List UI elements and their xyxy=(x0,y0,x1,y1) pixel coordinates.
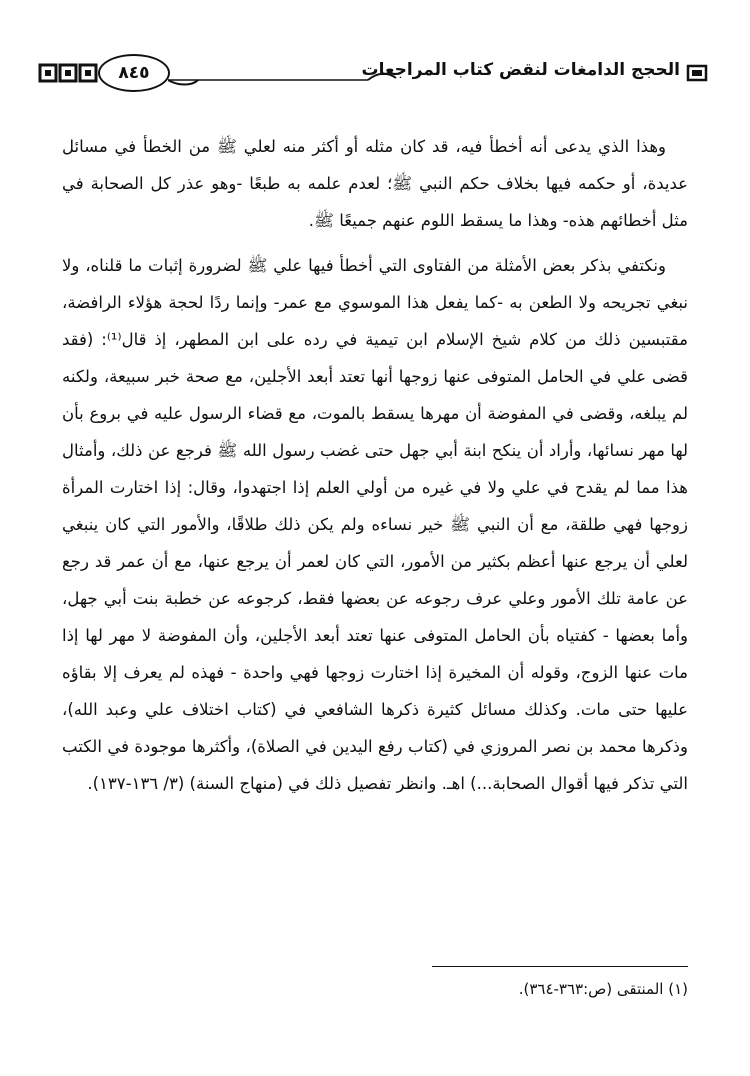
page-number: ٨٤٥ xyxy=(98,54,170,92)
running-head-title: الحجج الدامغات لنقض كتاب المراجعات xyxy=(361,60,680,80)
footnote: (١) المنتقى (ص:٣٦٣-٣٦٤). xyxy=(518,980,688,998)
body-text xyxy=(62,128,688,810)
ornament-icon xyxy=(38,62,98,84)
paragraph: ونكتفي بذكر بعض الأمثلة من الفتاوى التي أخطأ فيها علي ﷺ لضرورة إثبات ما قلناه، ولا نبغي تجريحه ولا الطعن به -كما يفعل هذا الموسوي مع عمر- وإنما ردًا لحجة هؤلاء الرافضة، مقتبسين ذلك من كلام شيخ الإسلام ابن تيمية في رده على ابن المطهر، إذ قال⁽¹⁾: (فقد قضى علي في الحامل المتوفى عنها زوجها أنها تعتد أبعد الأجلين، مع صحة خبر سبيعة، ولكنه لم يبلغه، وقضى في المفوضة أن مهرها يسقط بالموت، مع قضاء الرسول عليه في بروع بأن لها مهر نسائها، وأراد أن ينكح ابنة أبي جهل حتى غضب رسول الله ﷺ فرجع عن ذلك، وأمثال هذا مما لم يقدح في علي ولا في غيره من أولي العلم إذا اجتهدوا، وقال: إذا اختارت المرأة زوجها فهي طلقة، مع أن النبي ﷺ خير نساءه ولم يكن ذلك طلاقًا، والأمور التي كان ينبغي لعلي أن يرجع عنها أعظم بكثير من الأمور، التي كان لعمر أن يرجع عنها، مع أن عمر قد رجع عن عامة تلك الأمور وعلي عرف رجوعه عن بعضها فقط، كرجوعه عن خطبة بنت أبي جهل، وأما بعضها - كفتياه بأن الحامل المتوفى عنها تعتد أبعد الأجلين، وأن المفوضة لا مهر لها إذا مات عنها الزوج، وقوله أن المخيرة إذا اختارت زوجها فهي واحدة - فهذه لم يعرف إلا بقاؤه عليها حتى مات. وكذلك مسائل كثيرة ذكرها الشافعي في (كتاب اختلاف علي وعبد الله)، وذكرها محمد بن نصر المروزي في (كتاب رفع اليدين في الصلاة)، وأكثرها موجودة في الكتب التي تذكر فيها أقوال الصحابة...) اهـ. وانظر تفصيل ذلك في (منهاج السنة) (٣/ ١٣٦-١٣٧). xyxy=(62,256,688,793)
footnote-divider xyxy=(432,966,688,967)
header-rule-ornament xyxy=(168,68,398,88)
running-head xyxy=(362,60,708,80)
ornament-icon xyxy=(686,64,708,82)
page-header xyxy=(38,40,708,100)
paragraph: وهذا الذي يدعى أنه أخطأ فيه، قد كان مثله أو أكثر منه لعلي ﷺ من الخطأ في مسائل عديدة، أو حكمه فيها بخلاف حكم النبي ﷺ؛ لعدم علمه به طبعًا -وهو عذر كل الصحابة في مثل أخطائهم هذه- وهذا ما يسقط اللوم عنهم جميعًا ﷺ. xyxy=(62,137,688,230)
